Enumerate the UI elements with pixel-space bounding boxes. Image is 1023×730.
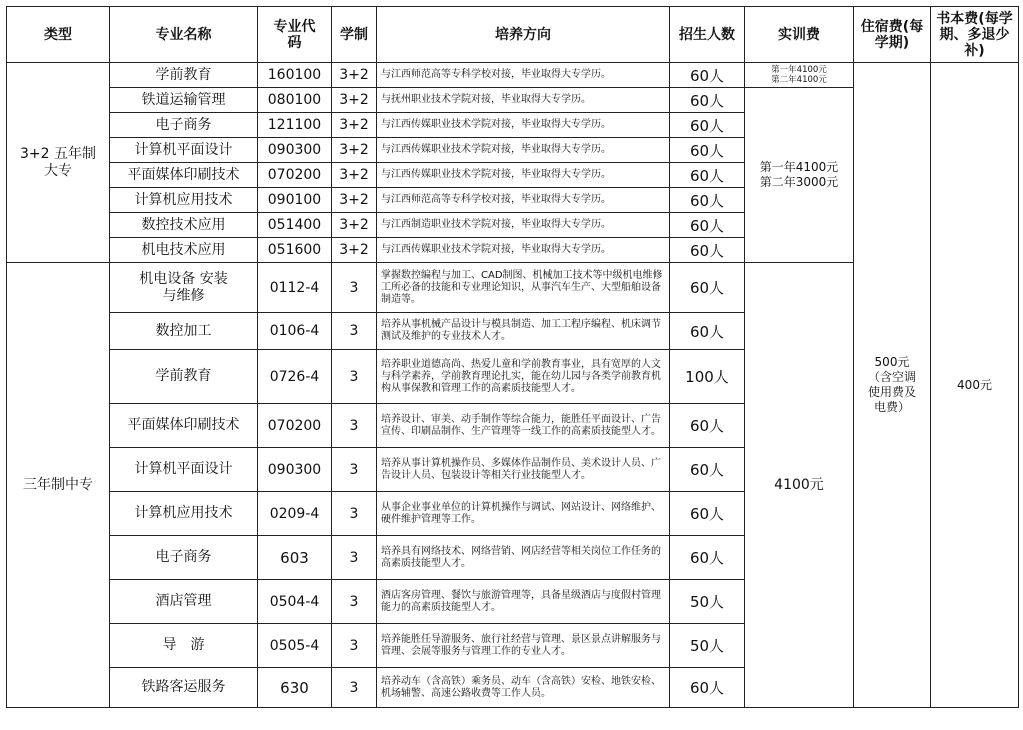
school-system: 3+2	[332, 88, 377, 113]
header-row	[7, 7, 1019, 63]
school-system: 3	[332, 350, 377, 404]
training-direction: 与江西传媒职业技术学院对接，毕业取得大专学历。	[377, 113, 670, 138]
dorm-fee	[854, 63, 931, 708]
major-name: 平面媒体印刷技术	[110, 163, 258, 188]
school-system: 3+2	[332, 163, 377, 188]
school-system: 3	[332, 580, 377, 624]
training-direction: 培养能胜任导游服务、旅行社经营与管理、景区景点讲解服务与管理、会展等服务与管理工作的专业人才。	[377, 624, 670, 668]
group-three-year: 三年制中专	[7, 263, 110, 708]
school-system: 3+2	[332, 138, 377, 163]
header-direction: 培养方向	[377, 7, 670, 63]
major-name: 计算机平面设计	[110, 448, 258, 492]
enrollment-count: 60人	[670, 263, 745, 313]
enrollment-count: 60人	[670, 404, 745, 448]
training-direction: 与江西制造职业技术学院对接，毕业取得大专学历。	[377, 213, 670, 238]
school-system: 3	[332, 668, 377, 708]
enrollment-count: 60人	[670, 492, 745, 536]
school-system: 3+2	[332, 213, 377, 238]
dorm-line: 电费）	[873, 400, 910, 414]
header-system: 学制	[332, 7, 377, 63]
training-direction: 培养职业道德高尚、热爱儿童和学前教育事业，具有宽厚的人文与科学素养，学前教育理论扎实，能在幼儿园与各类学前教育机构从事保教和管理工作的高素质技能型人才。	[377, 350, 670, 404]
major-name: 铁路客运服务	[110, 668, 258, 708]
enrollment-count: 60人	[670, 536, 745, 580]
enrollment-count: 50人	[670, 624, 745, 668]
major-code: 051600	[258, 238, 332, 263]
major-code: 070200	[258, 404, 332, 448]
major-code: 0209-4	[258, 492, 332, 536]
major-name: 电子商务	[110, 536, 258, 580]
school-system: 3+2	[332, 188, 377, 213]
major-code: 0505-4	[258, 624, 332, 668]
fee-year1: 第一年4100元	[771, 65, 827, 75]
fee-year2: 第二年3000元	[759, 175, 839, 189]
major-name: 酒店管理	[110, 580, 258, 624]
training-direction: 酒店客房管理、餐饮与旅游管理等，具备星级酒店与度假村管理能力的高素质技能型人才。	[377, 580, 670, 624]
school-system: 3+2	[332, 113, 377, 138]
major-name: 计算机应用技术	[110, 188, 258, 213]
fee-year2: 第二年4100元	[771, 75, 827, 85]
major-code: 051400	[258, 213, 332, 238]
header-type: 类型	[7, 7, 110, 63]
school-system: 3	[332, 404, 377, 448]
header-training-fee: 实训费	[745, 7, 854, 63]
enrollment-table	[6, 6, 1019, 708]
major-name: 机电技术应用	[110, 238, 258, 263]
training-direction: 从事企业事业单位的计算机操作与调试、网站设计、网络维护、硬件维护管理等工作。	[377, 492, 670, 536]
major-code: 0504-4	[258, 580, 332, 624]
header-enrollment: 招生人数	[670, 7, 745, 63]
enrollment-count: 50人	[670, 580, 745, 624]
header-book-fee: 书本费(每学期、多退少补)	[931, 7, 1019, 63]
enrollment-count: 60人	[670, 188, 745, 213]
fee-year1: 第一年4100元	[759, 160, 839, 174]
training-direction: 培养具有网络技术、网络营销、网店经营等相关岗位工作任务的高素质技能型人才。	[377, 536, 670, 580]
major-code: 630	[258, 668, 332, 708]
book-fee: 400元	[931, 63, 1019, 708]
major-code: 080100	[258, 88, 332, 113]
dorm-line: 使用费及	[867, 385, 916, 399]
training-direction: 与江西传媒职业技术学院对接，毕业取得大专学历。	[377, 163, 670, 188]
major-name: 数控加工	[110, 313, 258, 350]
training-direction: 培养从事机械产品设计与模具制造、加工工程序编程、机床调节测试及维护的专业技术人才。	[377, 313, 670, 350]
major-name: 铁道运输管理	[110, 88, 258, 113]
school-system: 3	[332, 263, 377, 313]
major-name: 机电设备 安装与维修	[110, 263, 258, 313]
school-system: 3	[332, 448, 377, 492]
enrollment-count: 60人	[670, 113, 745, 138]
header-dorm-fee: 住宿费(每学期)	[854, 7, 931, 63]
training-fee-five-year	[745, 88, 854, 263]
group-five-year: 3+2 五年制大专	[7, 63, 110, 263]
school-system: 3+2	[332, 238, 377, 263]
major-code: 160100	[258, 63, 332, 88]
major-code: 603	[258, 536, 332, 580]
major-code: 090100	[258, 188, 332, 213]
enrollment-count: 60人	[670, 88, 745, 113]
school-system: 3	[332, 313, 377, 350]
training-direction: 与抚州职业技术学院对接，毕业取得大专学历。	[377, 88, 670, 113]
training-direction: 培养设计、审美、动手制作等综合能力，能胜任平面设计、广告宣传、印刷品制作、生产管理等一线工作的高素质技能型人才。	[377, 404, 670, 448]
enrollment-count: 60人	[670, 448, 745, 492]
dorm-line: 500元	[874, 355, 910, 369]
major-code: 090300	[258, 138, 332, 163]
school-system: 3	[332, 492, 377, 536]
major-name: 平面媒体印刷技术	[110, 404, 258, 448]
enrollment-count: 60人	[670, 138, 745, 163]
enrollment-count: 100人	[670, 350, 745, 404]
training-direction: 与江西传媒职业技术学院对接，毕业取得大专学历。	[377, 238, 670, 263]
major-code: 121100	[258, 113, 332, 138]
major-code: 070200	[258, 163, 332, 188]
major-code: 090300	[258, 448, 332, 492]
major-name: 电子商务	[110, 113, 258, 138]
training-direction: 与江西师范高等专科学校对接，毕业取得大专学历。	[377, 188, 670, 213]
school-system: 3+2	[332, 63, 377, 88]
enrollment-count: 60人	[670, 313, 745, 350]
enrollment-count: 60人	[670, 63, 745, 88]
major-code: 0726-4	[258, 350, 332, 404]
table-row	[7, 63, 1019, 88]
enrollment-count: 60人	[670, 238, 745, 263]
major-code: 0106-4	[258, 313, 332, 350]
training-fee-three-year: 4100元	[745, 263, 854, 708]
school-system: 3	[332, 536, 377, 580]
major-name: 计算机平面设计	[110, 138, 258, 163]
school-system: 3	[332, 624, 377, 668]
training-direction: 与江西传媒职业技术学院对接，毕业取得大专学历。	[377, 138, 670, 163]
training-direction: 培养动车（含高铁）乘务员、动车（含高铁）安检、地铁安检、机场辅警、高速公路收费等工作人员。	[377, 668, 670, 708]
header-code: 专业代码	[258, 7, 332, 63]
enrollment-count: 60人	[670, 163, 745, 188]
training-direction: 掌握数控编程与加工、CAD制图、机械加工技术等中级机电维修工所必备的技能和专业理论知识，从事汽车生产、大型船舶设备制造等。	[377, 263, 670, 313]
major-name: 计算机应用技术	[110, 492, 258, 536]
major-code: 0112-4	[258, 263, 332, 313]
major-name: 学前教育	[110, 350, 258, 404]
training-direction: 与江西师范高等专科学校对接，毕业取得大专学历。	[377, 63, 670, 88]
training-direction: 培养从事计算机操作员、多媒体作品制作员、美术设计人员、广告设计人员、包装设计等相关行业技能型人才。	[377, 448, 670, 492]
training-fee-first	[745, 63, 854, 88]
major-name: 学前教育	[110, 63, 258, 88]
major-name: 数控技术应用	[110, 213, 258, 238]
enrollment-count: 60人	[670, 668, 745, 708]
dorm-line: （含空调	[867, 370, 916, 384]
major-name: 导 游	[110, 624, 258, 668]
enrollment-count: 60人	[670, 213, 745, 238]
header-name: 专业名称	[110, 7, 258, 63]
